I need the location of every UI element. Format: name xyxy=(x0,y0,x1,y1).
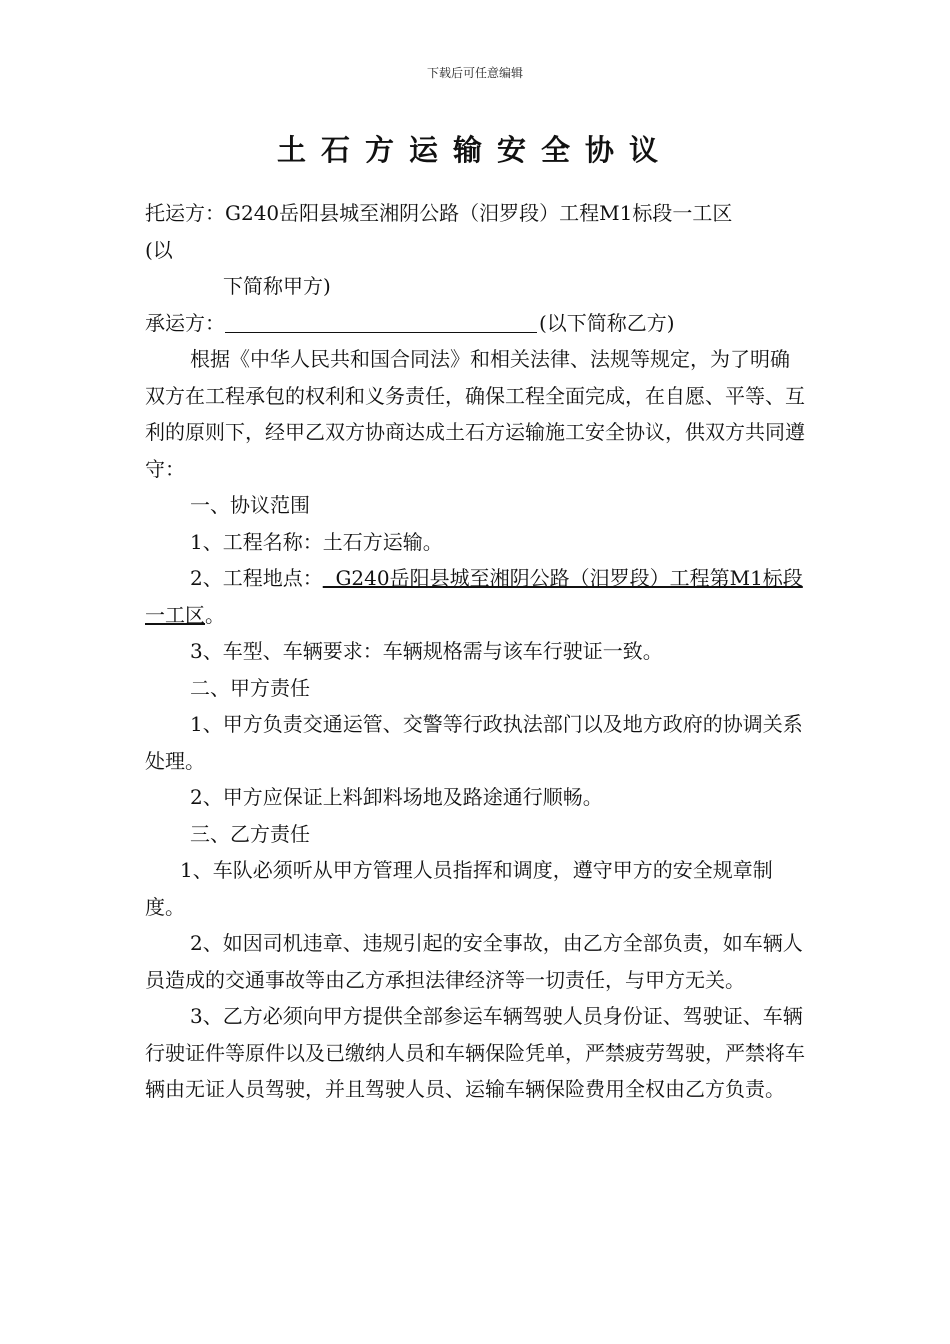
shipper-name: G240岳阳县城至湘阴公路（汨罗段）工程M1标段一工区 xyxy=(225,201,733,225)
section-3-item-1: 1、车队必须听从甲方管理人员指挥和调度，遵守甲方的安全规章制度。 xyxy=(145,858,773,919)
section-2-item-1: 1、甲方负责交通运管、交警等行政执法部门以及地方政府的协调关系处理。 xyxy=(145,712,803,773)
section-3-heading: 三、乙方责任 xyxy=(190,821,310,846)
section-1-item-2 xyxy=(145,560,805,633)
section-1-heading: 一、协议范围 xyxy=(190,493,310,517)
document-title: 土石方运输安全协议 xyxy=(276,133,673,167)
shipper-paren: (以 xyxy=(145,237,173,262)
section-2-item-2: 2、甲方应保证上料卸料场地及路途通行顺畅。 xyxy=(190,785,603,809)
section-1-item-3: 3、车型、车辆要求：车辆规格需与该车行驶证一致。 xyxy=(190,639,663,663)
project-location-label: 2、工程地点： xyxy=(190,566,323,590)
shipper-continuation: 下简称甲方) xyxy=(223,274,331,298)
carrier-suffix: (以下简称乙方) xyxy=(539,310,675,335)
shipper-line xyxy=(145,195,805,232)
section-2-heading: 二、甲方责任 xyxy=(190,675,310,700)
document-body xyxy=(145,195,805,1108)
carrier-name-blank[interactable] xyxy=(225,310,537,333)
carrier-line xyxy=(145,305,805,342)
shipper-label: 托运方： xyxy=(145,201,225,225)
section-1-item-1: 1、工程名称：土石方运输。 xyxy=(190,529,443,554)
intro-paragraph: 根据《中华人民共和国合同法》和相关法律、法规等规定，为了明确双方在工程承包的权利和义务责任，确保工程全面完成，在自愿、平等、互利的原则下，经甲乙双方协商达成土石方运输施工安全协议，供双方共同遵守： xyxy=(145,347,805,481)
section-3-item-2: 2、如因司机违章、违规引起的安全事故，由乙方全部负责，如车辆人员造成的交通事故等由乙方承担法律经济等一切责任，与甲方无关。 xyxy=(145,931,803,992)
section-3-item-3: 3、乙方必须向甲方提供全部参运车辆驾驶人员身份证、驾驶证、车辆行驶证件等原件以及已缴纳人员和车辆保险凭单，严禁疲劳驾驶，严禁将车辆由无证人员驾驶，并且驾驶人员、运输车辆保险费用全权由乙方负责。 xyxy=(145,1004,805,1101)
page-header: 下载后可任意编辑 xyxy=(426,66,523,80)
carrier-label: 承运方： xyxy=(145,310,225,335)
project-location-end: 。 xyxy=(205,602,225,627)
project-location-value: G240岳阳县城至湘阴公路（汨罗段）工程第M1标段一工区 xyxy=(145,566,803,627)
